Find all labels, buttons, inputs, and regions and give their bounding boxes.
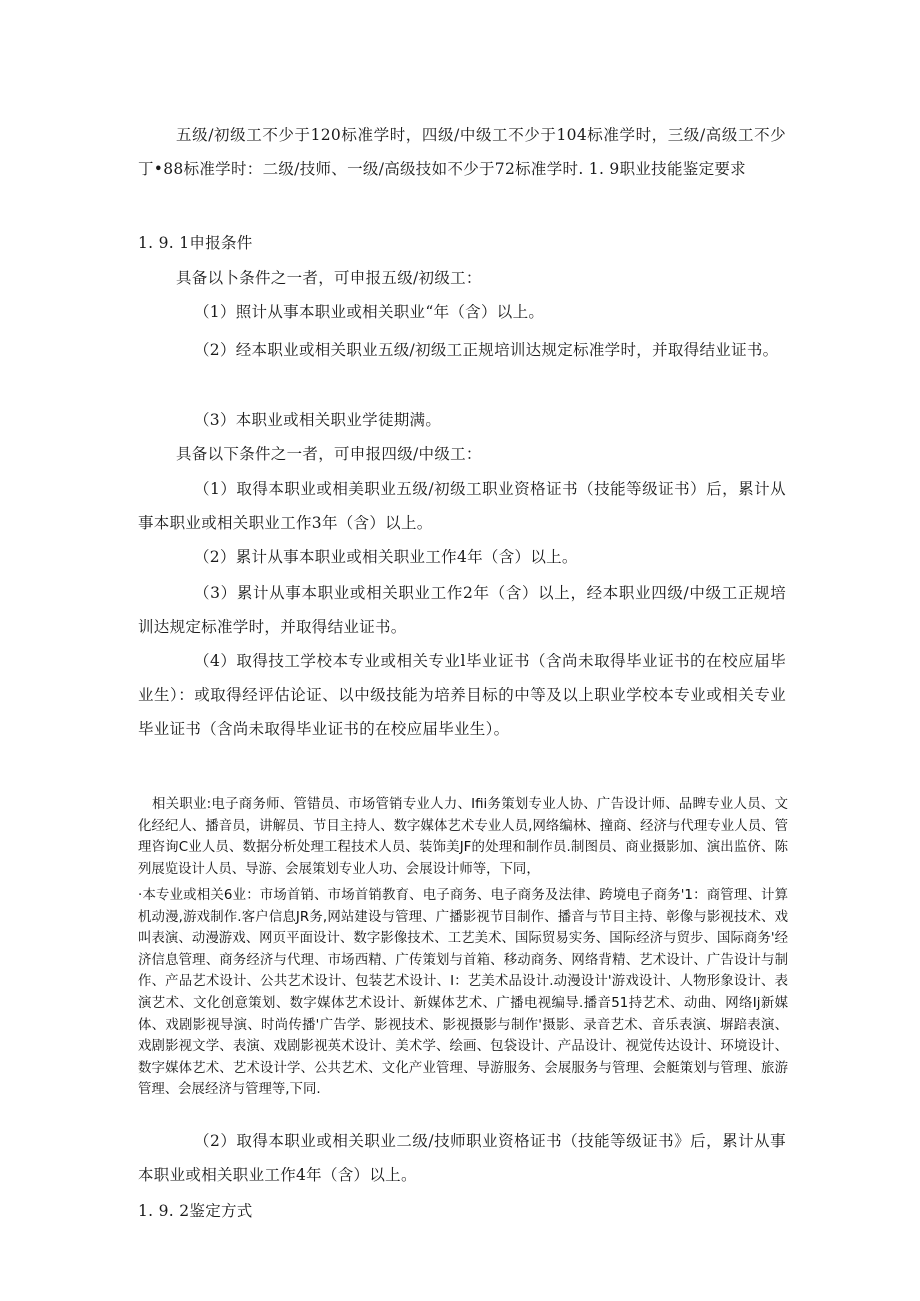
section-heading-assessment-method: 1. 9. 2鉴定方式	[138, 1202, 253, 1220]
paragraph-level3-item2: （2）取得本职业或相关职业二级/技师职业资格证书（技能等级证书》后，累计从事本职业或相关职业工作4年（含）以上。	[138, 1132, 786, 1184]
paragraph-level5-item2: （2）经本职业或相关职业五级/初级工正规培训达规定标准学时，并取得结业证书。	[194, 341, 779, 359]
footnote-related-occupations: 相关职业:电子商务师、管错员、市场管销专业人力、Ifii务策划专业人协、广告设计师、品睥专业人员、文化经纪人、播音员，讲解员、节目主持人、数字媒体艺术专业人员,网络编林、撞商、经济与代理专业人员、管理咨询C业人员、数据分析处理工程技术人员、装饰美JF的处理和制作员.制图员、商业摄影加、演出监侪、陈列展览设计人员、导游、会展策划专业人功、会展设计师等，下同，	[138, 797, 788, 877]
paragraph-level5-item3: （3）本职业或相关职业学徒期满。	[194, 411, 442, 429]
paragraph-level4-item4: （4）取得技工学校本专业或相关专业l毕业证书（含尚未取得毕业证书的在校应届毕业生）：或取得经评估论证、以中级技能为培养目标的中等及以上职业学校本专业或相关专业毕业证书（含尚未取得毕业证书的在校应届毕业生）。	[138, 652, 786, 738]
footnote-related-majors: ·本专业或相关6业：市场首销、市场首销教育、电子商务、电子商务及法律、跨境电子商务'1：商管理、计算机动漫,游戏制作.客户信息JR务,网站建设与管理、广播影视节目制作、播音与节目主持、彰像与影视技术、戏叫表演、动漫游戏、网页平面设计、数字影像技术、工艺美术、国际贸易实务、国际经济与贸步、国际商务'经济信息管理、商务经济与代理、市场西精、广传策划与首箱、移动商务、网络背精、艺术设计、广告设计与制作、产品艺术设计、公共艺术设计、包装艺术设计、I：艺美术品设计.动漫设计'游戏设计、人物形象设计、表演艺术、文化创意策划、数字媒体艺术设计、新媒体艺术、广播电视编导.播音51持艺术、动曲、网络Ij新媒体、戏剧影视导演、时尚传播'广告学、影视技术、影视摄影与制作'摄影、录音艺术、音乐表演、塀踣表演、戏剧影视文学、表演、戏剧影视英术设计、美术学、绘画、包袋设计、产品设计、视觉传达设计、环境设计、数字媒体艺术、艺术设计学、公共艺术、文化产业管理、导游服务、会展服务与管理、会艇策划与管理、旅游管理、会展经济与管理等,下同.	[138, 888, 788, 1098]
paragraph-level4-item1: （1）取得本职业或相美职业五级/初级工职业资格证书（技能等级证书）后，累计从事本职业或相关职业工作3年（含）以上。	[138, 480, 786, 532]
paragraph-level4-item2: （2）累计从事本职业或相关职业工作4年（含）以上。	[194, 548, 578, 566]
paragraph-level5-item1: （1）照计从事本职业或相关职业“年（含）以上。	[194, 303, 545, 321]
paragraph-level5-intro: 具备以卜条件之一者，可申报五级/初级工：	[176, 269, 482, 287]
section-heading-application-conditions: 1. 9. 1申报条件	[138, 234, 253, 252]
paragraph-training-hours: 五级/初级工不少于120标准学时，四级/中级工不少于104标准学时，三级/高级工不少丁•88标准学时：二级/技师、一级/高级技如不少于72标准学时. 1. 9职业技能鉴定要求	[138, 126, 786, 178]
paragraph-level4-item3: （3）累计从事本职业或相关职业工作2年（含）以上，经本职业四级/中级工正规培训达规定标准学时，并取得结业证书。	[138, 584, 786, 636]
paragraph-level4-intro: 具备以下条件之一者，可申报四级/中级工：	[176, 445, 482, 463]
